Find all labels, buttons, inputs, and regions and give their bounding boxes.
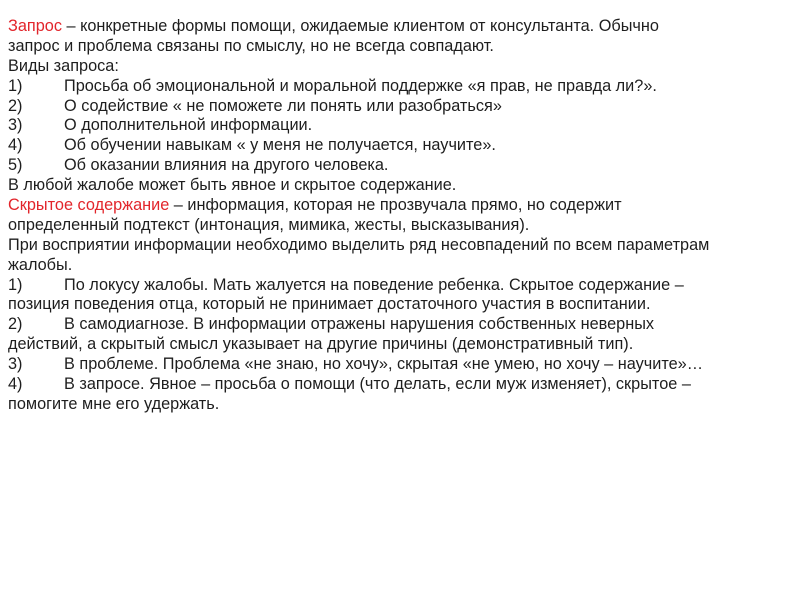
complaint-content-line: В любой жалобе может быть явное и скрытое содержание. — [8, 176, 457, 195]
item-number: 4) — [8, 136, 23, 155]
item-text: По локусу жалобы. Мать жалуется на поведение ребенка. Скрытое содержание – — [64, 275, 684, 294]
definition-request-cont: запрос и проблема связаны по смыслу, но не всегда совпадают. — [8, 36, 494, 55]
item-text: В запросе. Явное – просьба о помощи (что делать, если муж изменяет), скрытое – — [64, 375, 691, 394]
definition-hidden-line — [8, 196, 788, 216]
item-text: О дополнительной информации. — [64, 116, 313, 135]
item-number: 1) — [8, 76, 23, 95]
mismatch-item — [8, 355, 788, 375]
request-type-item — [8, 77, 788, 97]
request-type-item — [8, 156, 788, 176]
item-text: Об обучении навыкам « у меня не получается, научите». — [64, 136, 496, 155]
mismatch-item — [8, 315, 788, 335]
item-number: 2) — [8, 96, 23, 115]
definition-request-line — [8, 17, 788, 37]
request-type-item — [8, 116, 788, 136]
item-text: В проблеме. Проблема «не знаю, но хочу», скрытая «не умею, но хочу – научите»… — [64, 355, 703, 374]
item-text: О содействие « не поможете ли понять или разобраться» — [64, 96, 502, 115]
text-block — [8, 17, 788, 415]
item-number: 5) — [8, 156, 23, 175]
item-number: 3) — [8, 116, 23, 135]
mismatch-item — [8, 375, 788, 395]
mismatch-intro-cont: жалобы. — [8, 255, 73, 274]
mismatch-item — [8, 276, 788, 296]
definition-request-text: – конкретные формы помощи, ожидаемые клиентом от консультанта. Обычно — [61, 17, 659, 35]
request-type-item — [8, 136, 788, 156]
mismatch-item-cont: помогите мне его удержать. — [8, 394, 220, 413]
mismatch-intro-line: При восприятии информации необходимо выделить ряд несовпадений по всем параметрам — [8, 235, 710, 254]
definition-hidden-text: – информация, которая не прозвучала прямо, но содержит — [169, 196, 622, 215]
mismatch-item-cont: позиция поведения отца, который не принимает достаточного участия в воспитании. — [8, 295, 651, 314]
item-number: 3) — [8, 355, 23, 374]
request-types-heading: Виды запроса: — [8, 56, 119, 75]
term-request: Запрос — [8, 17, 62, 35]
request-type-item — [8, 97, 788, 117]
item-number: 4) — [8, 375, 23, 394]
item-number: 1) — [8, 275, 23, 294]
definition-hidden-cont: определенный подтекст (интонация, мимика, жесты, высказывания). — [8, 215, 530, 234]
item-number: 2) — [8, 315, 23, 334]
item-text: Об оказании влияния на другого человека. — [64, 156, 389, 175]
item-text: В самодиагнозе. В информации отражены нарушения собственных неверных — [64, 315, 655, 334]
item-text: Просьба об эмоциональной и моральной поддержке «я прав, не правда ли?». — [64, 76, 657, 95]
term-hidden-content: Скрытое содержание — [8, 196, 170, 215]
mismatch-item-cont: действий, а скрытый смысл указывает на другие причины (демонстративный тип). — [8, 335, 634, 354]
